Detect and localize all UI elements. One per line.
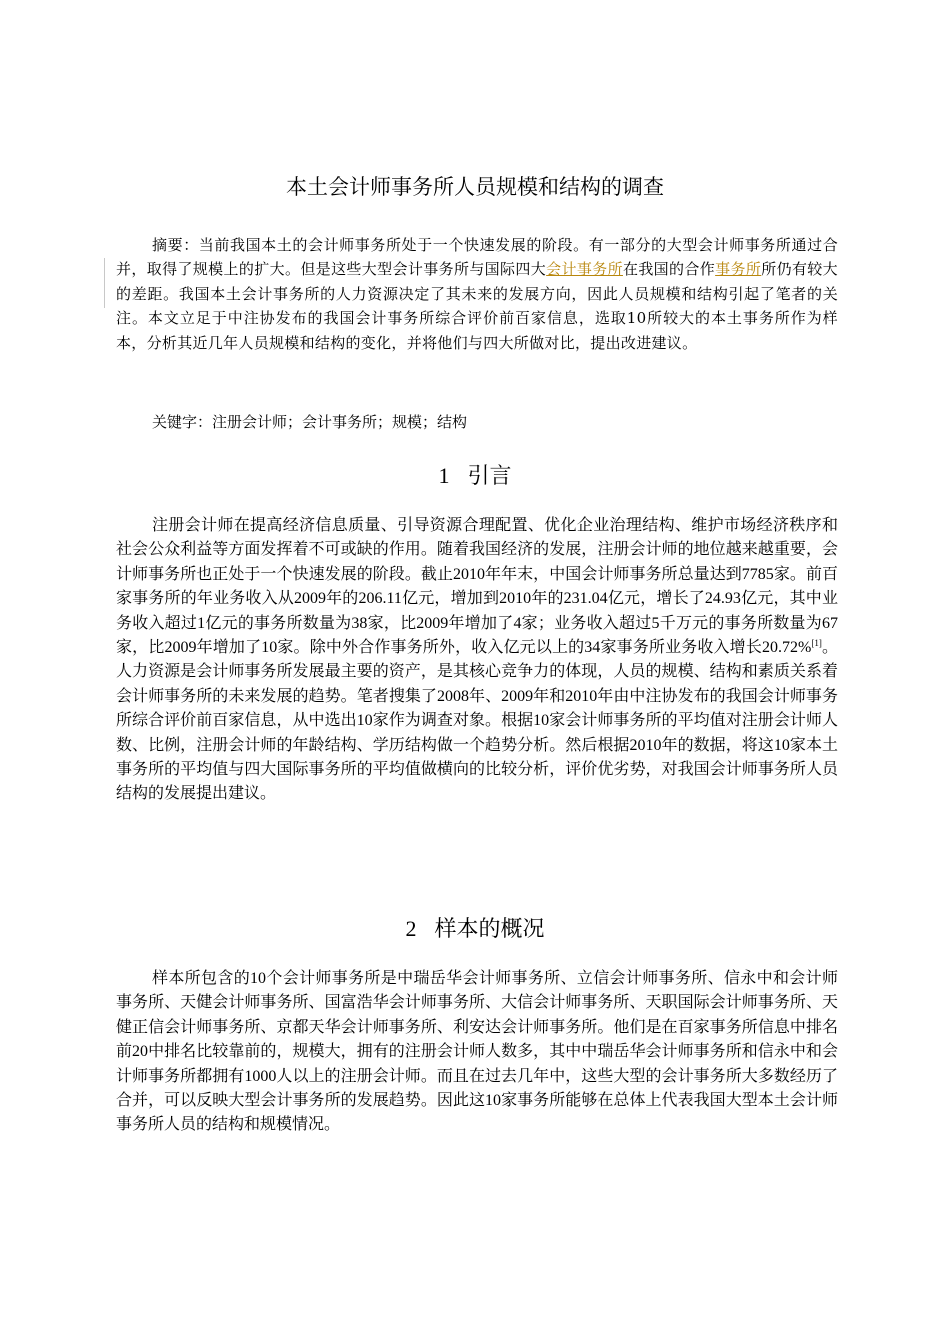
abstract-text-3: 所仍有较大的差距。我国本土会计事务所的人力资源决定了其未来的发展方向，因此人员规模和结构引起了笔者的关注。本文立足于中注协发布的我国会计事务所综合评价前百家信息，选取10所较大的本土事务所作为样本，分析其近几年人员规模和结构的变化，并将他们与四大所做对比，提出改进建议。 [116,260,838,352]
citation-ref[interactable]: [1] [811,638,822,649]
abstract-text-1: 当前我国本土的会计师事务所处于一个快速发展的阶段。有一部分的大型会计师事务所通过合并，取得了规模上的扩大。但是这些大型会计事务所与国际四大 [116,236,838,279]
keywords-text: ：注册会计师；会计事务所；规模；结构 [197,413,468,431]
section-2-title: 样本的概况 [434,917,545,942]
keywords-line [152,410,467,434]
section-2-number: 2 [405,916,417,941]
section-1-heading [0,461,950,492]
abstract-paragraph [116,233,838,355]
revision-change-bar [104,258,105,308]
section-1-title: 引言 [467,464,512,489]
document-title: 本土会计师事务所人员规模和结构的调查 [286,175,664,199]
section-1-text-after-ref: 。人力资源是会计师事务所发展最主要的资产，是其核心竞争力的体现，人员的规模、结构和素质关系着会计师事务所的未来发展的趋势。笔者搜集了2008年、2009年和2010年由中注协发布的我国会计师事务所综合评价前百家信息，从中选出10家作为调查对象。根据10家会计师事务所的平均值对注册会计师人数、比例，注册会计师的年龄结构、学历结构做一个趋势分析。然后根据2010年的数据，将这10家本土事务所的平均值与四大国际事务所的平均值做横向的比较分析，评价优劣势，对我国会计师事务所人员结构的发展提出建议。 [116,639,838,803]
abstract-text-2: 在我国的合作 [622,260,716,279]
section-1-text-before-ref: 注册会计师在提高经济信息质量、引导资源合理配置、优化企业治理结构、维护市场经济秩序和社会公众利益等方面发挥着不可或缺的作用。随着我国经济的发展，注册会计师的地位越来越重要，会计师事务所也正处于一个快速发展的阶段。截止2010年年末，中国会计师事务所总量达到7785家。前百家事务所的年业务收入从2009年的206.11亿元，增加到2010年的231.04亿元，增长了24.93亿元，其中业务收入超过1亿元的事务所数量为38家，比2009年增加了4家；业务收入超过5千万元的事务所数量为67家，比2009年增加了10家。除中外合作事务所外，收入亿元以上的34家事务所业务收入增长20.72% [116,517,838,657]
abstract-link-firm[interactable]: 事务所 [715,260,762,279]
abstract-label: 摘要： [152,236,199,254]
section-2-paragraph: 样本所包含的10个会计师事务所是中瑞岳华会计师事务所、立信会计师事务所、信永中和会计师事务所、天健会计师事务所、国富浩华会计师事务所、大信会计师事务所、天职国际会计师事务所、天健正信会计师事务所、京都天华会计师事务所、利安达会计师事务所。他们是在百家事务所信息中排名前20中排名比较靠前的，规模大，拥有的注册会计师人数多，其中中瑞岳华会计师事务所和信永中和会计师事务所都拥有1000人以上的注册会计师。而且在过去几年中，这些大型的会计事务所大多数经历了合并，可以反映大型会计事务所的发展趋势。因此这10家事务所能够在总体上代表我国大型本土会计师事务所人员的结构和规模情况。 [116,970,838,1134]
keywords-label: 关键字 [152,413,198,431]
abstract-link-accounting-firm[interactable]: 会计事务所 [546,260,623,279]
section-1-number: 1 [438,463,450,488]
section-1-paragraph [116,514,838,807]
section-2-heading [0,914,950,945]
